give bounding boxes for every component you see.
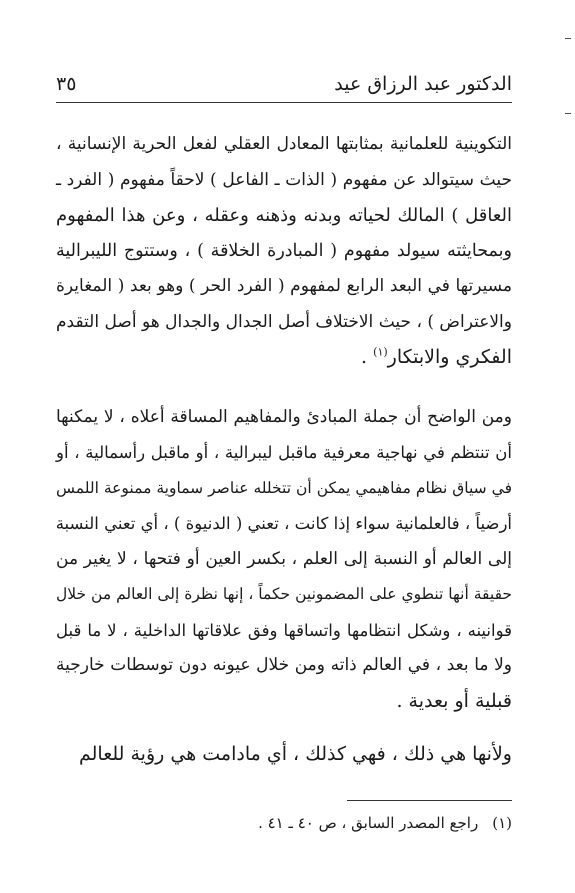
text-line: قوانينه ، وشكل انتظامها واتساقها وفق علاقاتها الداخلية ، لا ما قبل [56, 620, 512, 640]
footnote [63, 812, 512, 834]
paragraph-3 [56, 737, 512, 773]
header-rule [56, 102, 512, 103]
footnote-rule [347, 800, 512, 801]
text-line: في سياق نظام مفاهيمي يمكن أن تتخلله عناصر سماوية ممنوعة اللمس [56, 478, 512, 497]
running-title: الدكتور عبد الرزاق عيد [334, 73, 512, 95]
text-line: حقيقة أنها تنطوي على المضمونين حكماً ، إنها نظرة إلى العالم من خلال [56, 585, 512, 603]
text-line: ومن الواضح أن جملة المبادئ والمفاهيم المساقة أعلاه ، لا يمكنها [56, 406, 512, 427]
text-line: العاقل ) المالك لحياته وبدنه وذهنه وعقله ، وعن هذا المفهوم [56, 205, 512, 226]
text-line: وبمحايثته سيولد مفهوم ( المبادرة الخلاقة ) ، وستتوج الليبرالية [56, 240, 512, 261]
text-line: التكوينية للعلمانية بمثابتها المعادل العقلي لفعل الحرية الإنسانية ، [56, 134, 512, 154]
footnote-text: راجع المصدر السابق ، ص ٤٠ ـ ٤١ . [258, 814, 479, 832]
page-number: ٣٥ [56, 73, 77, 95]
edge-mark [565, 113, 571, 114]
text-line-last [56, 340, 512, 376]
text-line: إلى العالم أو النسبة إلى العلم ، بكسر العين أو فتحها ، لا يغير من [56, 548, 512, 569]
text-line: والاعتراض ) ، حيث الاختلاف أصل الجدال والجدال هو أصل التقدم [56, 311, 512, 332]
edge-mark [565, 38, 571, 39]
footnote-reference[interactable]: (١) [373, 345, 388, 359]
text-line: حيث سيتوالد عن مفهوم ( الذات ـ الفاعل ) لاحقاً مفهوم ( الفرد ـ [56, 169, 512, 190]
body-text [56, 127, 512, 773]
text-line: ولا ما بعد ، في العالم ذاته ومن خلال عيونه دون توسطات خارجية [56, 655, 512, 675]
paragraph-1 [56, 127, 512, 376]
paragraph-2 [56, 400, 512, 720]
text-line: ولأنها هي ذلك ، فهي كذلك ، أي مادامت هي رؤية للعالم [78, 743, 512, 765]
footnote-number: (١) [492, 814, 512, 832]
page-header [56, 70, 512, 100]
text-line: أرضياً ، فالعلمانية سواء إذا كانت ، تعني ( الدنيوة ) ، أي تعني النسبة [55, 514, 512, 533]
sentence-end: . [361, 346, 374, 368]
text-line: أن تنتظم في نهاجية معرفية ماقبل ليبرالية ، أو ماقبل رأسمالية ، أو [56, 443, 512, 462]
text-line: قبلية أو بعدية . [396, 689, 512, 712]
text-line: الفكري والابتكار [387, 346, 512, 368]
text-line: مسيرتها في البعد الرابع لمفهوم ( الفرد الحر ) وهو بعد ( المغايرة [56, 276, 512, 296]
